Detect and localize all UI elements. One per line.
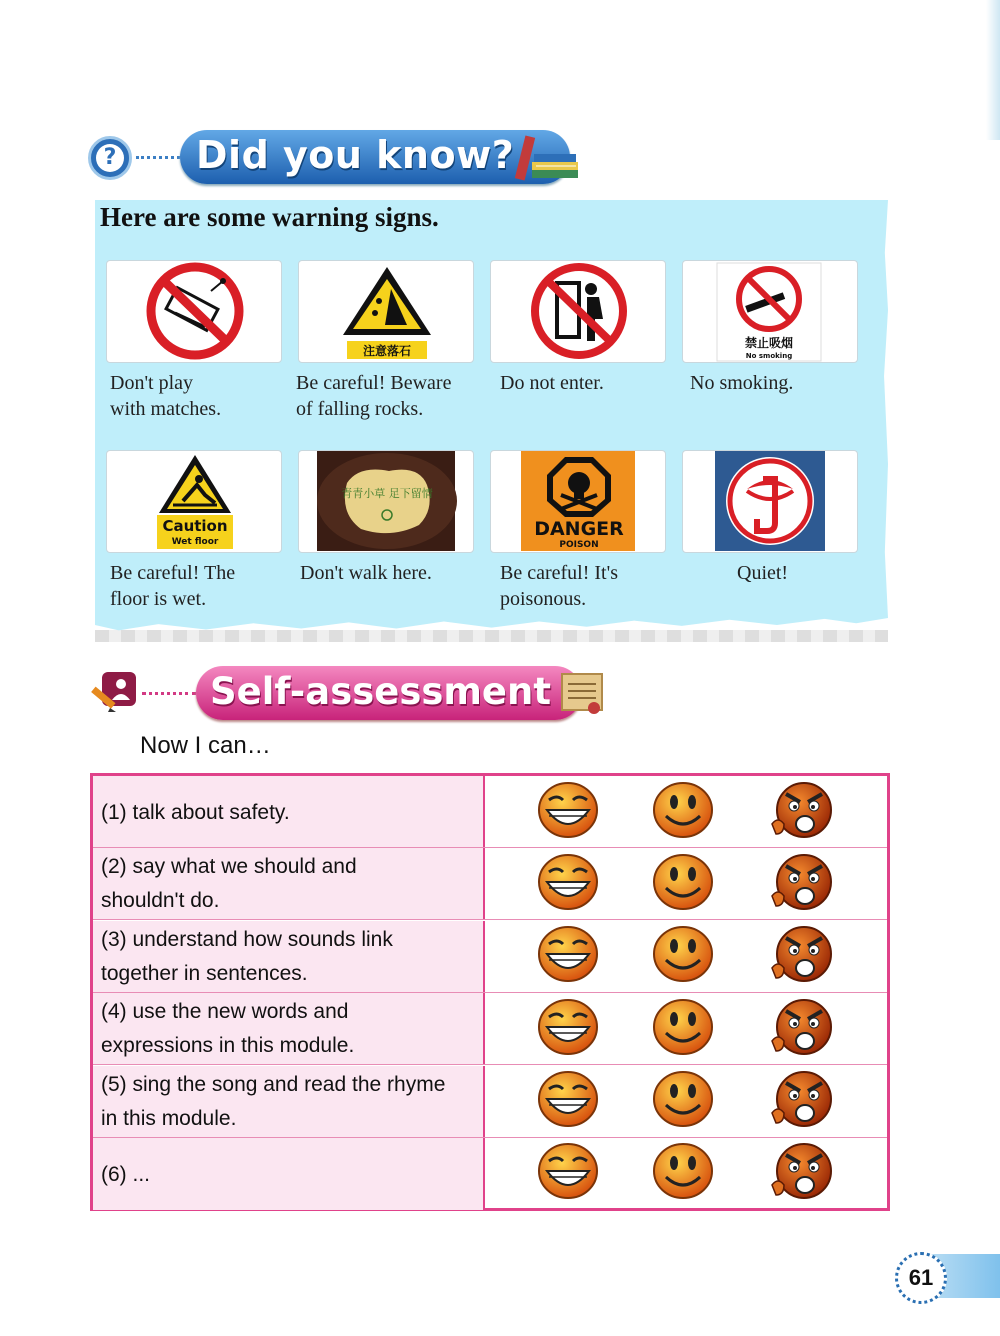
- caption-wet-floor: Be careful! The floor is wet.: [110, 562, 236, 610]
- grinning-face-icon: [537, 1141, 599, 1201]
- no-entry-icon: [491, 261, 667, 364]
- row-text: (3) understand how sounds link together in sentences.: [101, 928, 393, 985]
- angry-face-icon: [770, 1141, 832, 1201]
- question-icon: ?: [88, 136, 132, 180]
- row-text: (4) use the new words and expressions in this module.: [101, 1000, 355, 1057]
- grinning-face-icon: [537, 852, 599, 912]
- smiling-face-icon: [652, 924, 714, 984]
- panel-torn-shadow: [95, 630, 888, 642]
- sign-card-no-entry: [490, 260, 666, 363]
- angry-face-icon: [770, 852, 832, 912]
- wet-floor-sign-subtext: Wet floor: [171, 537, 219, 547]
- no-matches-icon: [107, 261, 283, 364]
- angry-face-icon: [770, 1069, 832, 1129]
- sign-card-grass: [298, 450, 474, 553]
- smiling-face-icon: [652, 1141, 714, 1201]
- page-edge-tab: [986, 0, 1000, 140]
- grass-plaque-icon: [299, 451, 475, 554]
- danger-sign-text: DANGER: [534, 518, 624, 540]
- sign-card-matches: [106, 260, 282, 363]
- caption-grass: Don't walk here.: [300, 562, 432, 584]
- smiling-face-icon: [652, 1069, 714, 1129]
- wet-floor-icon: [107, 451, 283, 554]
- table-row: [93, 776, 887, 848]
- row-text: (2) say what we should and shouldn't do.: [101, 855, 357, 912]
- books-icon: [508, 132, 580, 182]
- caption-quiet: Quiet!: [737, 562, 789, 584]
- page-number-badge: [895, 1252, 947, 1304]
- caption-rocks: Be careful! Beware of falling rocks.: [296, 372, 452, 420]
- no-smoking-sign-subtext: No smoking: [745, 352, 793, 360]
- sign-card-wet-floor: [106, 450, 282, 553]
- quiet-icon: [683, 451, 859, 554]
- sign-card-no-smoking: [682, 260, 858, 363]
- warning-signs-title: Here are some warning signs.: [100, 202, 439, 232]
- grinning-face-icon: [537, 924, 599, 984]
- grass-sign-text: 青青小草 足下留情: [341, 487, 433, 500]
- did-you-know-title: Did you know?: [196, 133, 515, 177]
- sign-card-rocks: [298, 260, 474, 363]
- danger-sign-subtext: POISON: [559, 540, 599, 550]
- smiling-face-icon: [652, 997, 714, 1057]
- falling-rocks-icon: [299, 261, 475, 364]
- caption-no-smoking: No smoking.: [690, 372, 794, 394]
- table-row: [93, 1066, 887, 1138]
- smiling-face-icon: [652, 780, 714, 840]
- self-assessment-icon: [90, 668, 138, 712]
- self-assessment-title: Self-assessment: [210, 670, 552, 713]
- row-text: (1) talk about safety.: [101, 801, 290, 824]
- wet-floor-sign-text: Caution: [162, 517, 228, 535]
- row-text: (5) sing the song and read the rhyme in this module.: [101, 1073, 446, 1130]
- dotted-connector-pink: [142, 692, 196, 695]
- scroll-icon: [558, 668, 606, 718]
- grinning-face-icon: [537, 780, 599, 840]
- table-row: [93, 848, 887, 920]
- no-smoking-icon: [683, 261, 859, 364]
- danger-poison-icon: [491, 451, 667, 554]
- smiling-face-icon: [652, 852, 714, 912]
- page-number: 61: [908, 1265, 934, 1290]
- caption-danger: Be careful! It's poisonous.: [500, 562, 618, 610]
- table-row: [93, 1138, 887, 1210]
- no-smoking-sign-text: 禁止吸烟: [744, 336, 794, 350]
- dotted-connector: [136, 156, 180, 159]
- angry-face-icon: [770, 924, 832, 984]
- table-row: [93, 921, 887, 993]
- row-text: (6) ...: [101, 1163, 151, 1186]
- sign-card-danger: [490, 450, 666, 553]
- grinning-face-icon: [537, 997, 599, 1057]
- did-you-know-header: [88, 128, 588, 186]
- now-i-can-label: Now I can…: [140, 732, 271, 759]
- caption-no-entry: Do not enter.: [500, 372, 604, 394]
- table-row: [93, 993, 887, 1065]
- grinning-face-icon: [537, 1069, 599, 1129]
- angry-face-icon: [770, 780, 832, 840]
- rocks-sign-text: 注意落石: [362, 344, 412, 358]
- angry-face-icon: [770, 997, 832, 1057]
- sign-card-quiet: [682, 450, 858, 553]
- caption-matches: Don't play with matches.: [110, 372, 222, 420]
